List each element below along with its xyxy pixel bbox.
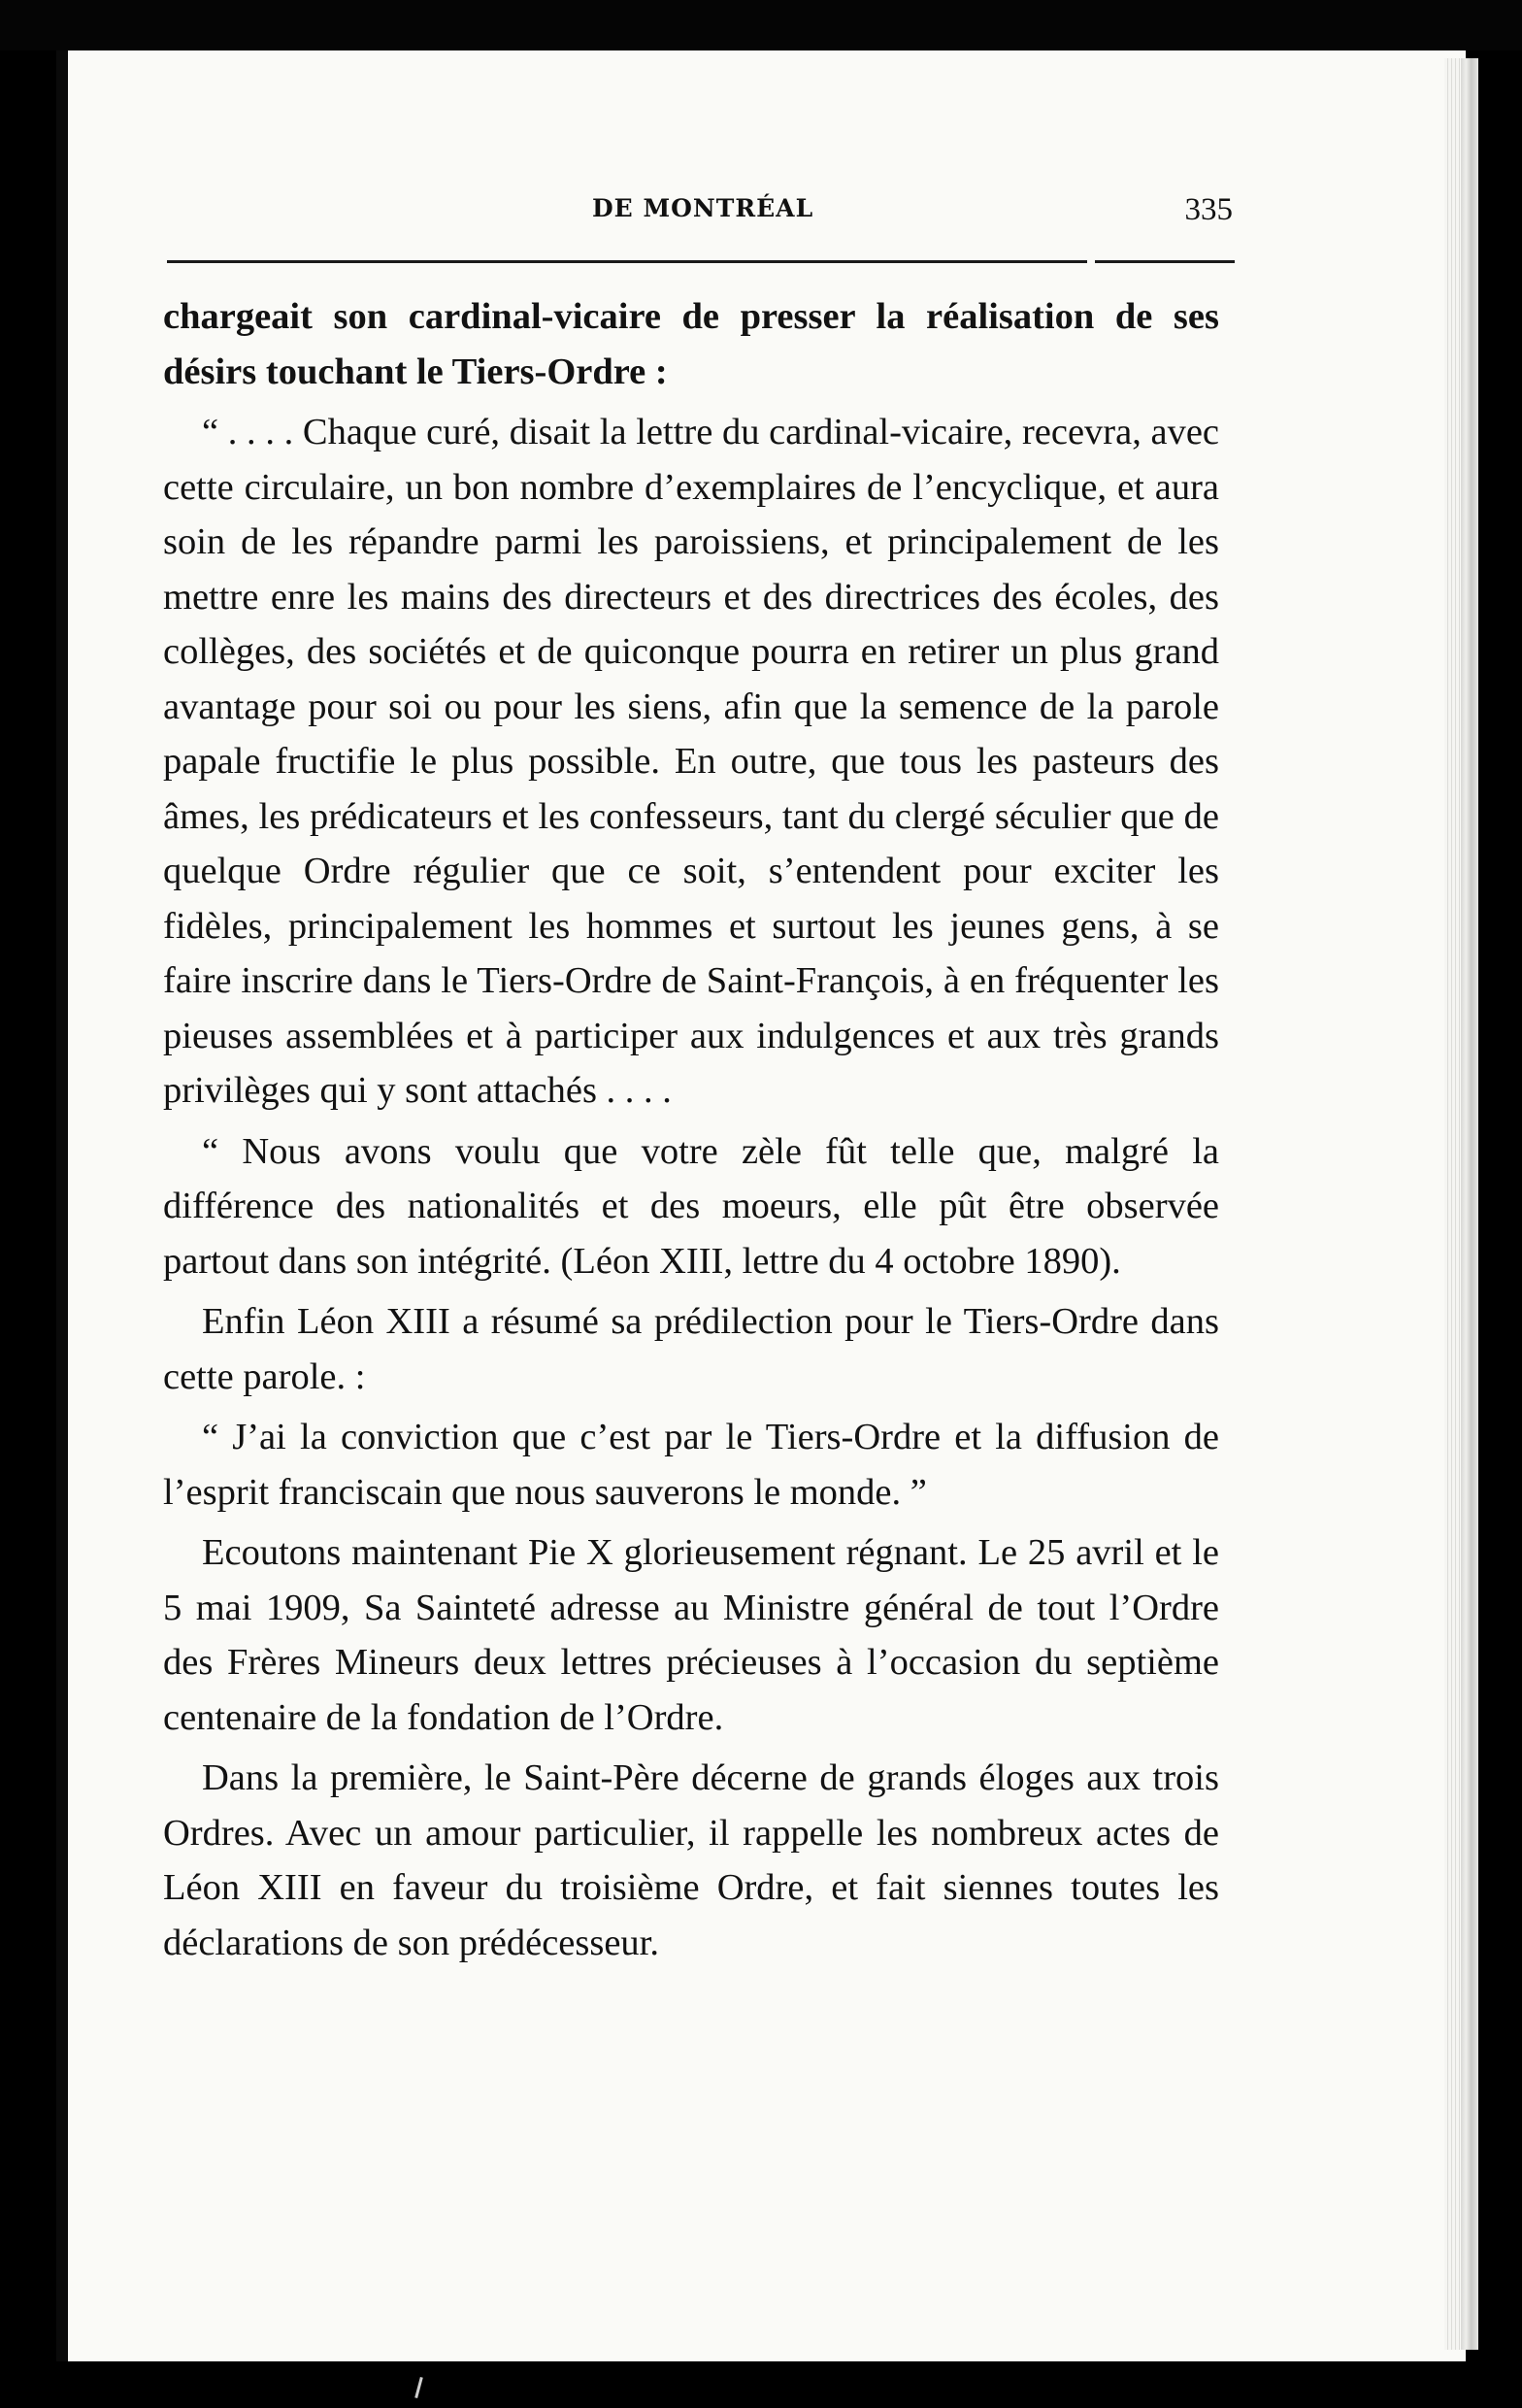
paragraph-leon-summary: Enfin Léon XIII a résumé sa prédilection pour le Tiers-Ordre dans cette parole. : <box>163 1301 1219 1397</box>
running-title: DE MONTRÉAL <box>592 194 814 222</box>
paragraph-first-letter: Dans la première, le Saint-Père décerne de grands éloges aux trois Ordres. Avec un amour particulier, il rappelle les nombreux actes de Léon XIII en faveur du troisième Ordre, et fait siennes toutes les déclarations de son prédécesseur. <box>163 1757 1219 1963</box>
paragraph-quotation-zeal: “ Nous avons voulu que votre zèle fût telle que, malgré la différence des nationalités et des moeurs, elle pût être observée partout dans son intégrité. (Léon XIII, lettre du 4 octobre 1890). <box>163 1130 1219 1282</box>
paragraph-pie-x: Ecoutons maintenant Pie X glorieusement régnant. Le 25 avril et le 5 mai 1909, Sa Sainteté adresse au Ministre général de tout l’Ordre des Frères Mineurs deux lettres précieuses à l’occasion du septième centenaire de la fondation de l’Ordre. <box>163 1532 1219 1738</box>
paragraph-continuation: chargeait son cardinal-vicaire de presser la réalisation de ses désirs touchant le Tiers-Ordre : <box>163 296 1219 392</box>
page-number: 335 <box>1184 192 1233 227</box>
page-header <box>165 194 1233 243</box>
scan-top-border <box>0 0 1522 50</box>
page-body <box>163 289 1219 1976</box>
paragraph-quotation-letter: “ . . . . Chaque curé, disait la lettre du cardinal-vicaire, recevra, avec cette circulaire, un bon nombre d’exemplaires de l’encyclique, et aura soin de les répandre parmi les paroissiens, et principalement de les mettre enre les mains des directeurs et des directrices des écoles, des collèges, des sociétés et de quiconque pourra en retirer un plus grand avantage pour soi ou pour les siens, afin que la semence de la parole papale fructifie le plus possible. En outre, que tous les pasteurs des âmes, les prédicateurs et les confesseurs, tant du clergé séculier que de quelque Ordre régulier que ce soit, s’entendent pour exciter les fidèles, principalement les hommes et surtout les jeunes gens, à se faire inscrire dans le Tiers-Ordre de Saint-François, à en fréquenter les pieuses assemblées et à participer aux indulgences et aux très grands privilèges qui y sont attachés . . . . <box>163 412 1219 1111</box>
header-rule <box>167 260 1235 263</box>
scan-bottom-border <box>0 2361 1522 2408</box>
paragraph-quotation-conviction: “ J’ai la conviction que c’est par le Tiers-Ordre et la diffusion de l’esprit franciscain que nous sauverons le monde. ” <box>163 1417 1219 1513</box>
header-rule-break <box>1087 258 1095 265</box>
page-fore-edge <box>1461 58 1478 2350</box>
page-stack-edge <box>1444 58 1460 2350</box>
